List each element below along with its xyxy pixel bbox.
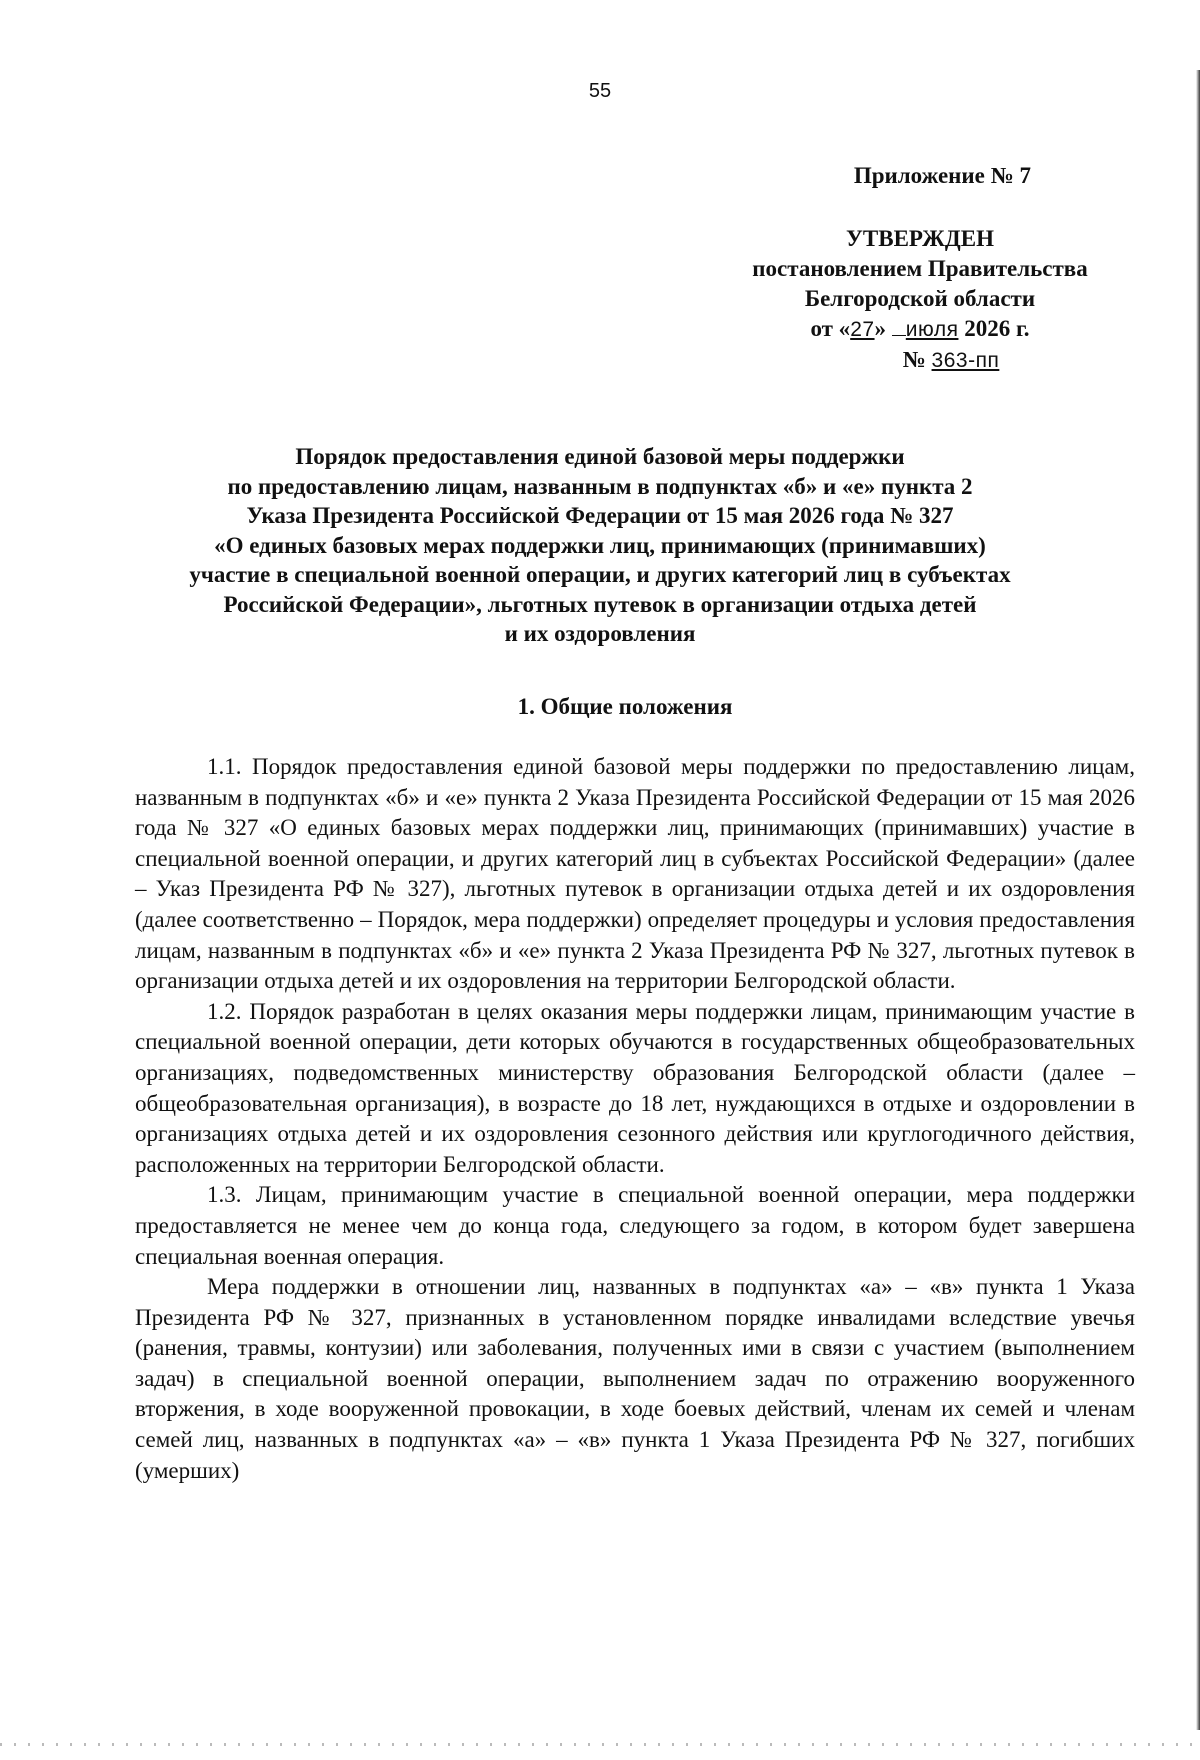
paragraph-1-3: 1.3. Лицам, принимающим участие в специальной военной операции, мера поддержки предоставляется не менее чем до конца года, следующего за годом, в котором будет завершена специальная военная операция. [135,1182,1135,1269]
date-prefix: от « [810,316,851,341]
date-month: июля [905,318,959,341]
scan-noise [0,1743,1200,1746]
approval-status: УТВЕРЖДЕН [846,226,994,251]
approval-block [700,224,1140,376]
approval-line-2: Белгородской области [804,286,1036,311]
paragraph-1-2: 1.2. Порядок разработан в целях оказания меры поддержки лицам, принимающим участие в специальной военной операции, дети которых обучаются в государственных общеобразовательных организациях, подведомственных министерству образования Белгородской области (далее – общеобразовательная организация), в возрасте до 18 лет, нуждающихся в отдыхе и оздоровлении в организациях отдыха детей и их оздоровления сезонного действия или круглогодичного действия, расположенных на территории Белгородской области. [135,998,1135,1177]
document-title [140,442,1060,649]
date-year: 2026 г. [958,316,1030,341]
paragraph-1-1: 1.1. Порядок предоставления единой базовой меры поддержки по предоставлению лицам, названным в подпунктах «б» и «е» пункта 2 Указа Президента Российской Федерации от 15 мая 2026 года № 327 «О единых базовых мерах поддержки лиц, принимающих (принимавших) участие в специальной военной операции, и других категорий лиц в субъектах Российской Федерации» (далее – Указ Президента РФ № 327), льготных путевок в организации отдыха детей и их оздоровления (далее соответственно – Порядок, мера поддержки) определяет процедуры и условия предоставления лицам, названным в подпунктах «б» и «е» пункта 2 Указа Президента РФ № 327, льготных путевок в организации отдыха детей и их оздоровления на территории Белгородской области. [135,754,1135,994]
number-value: 363-пп [931,349,1000,372]
title-line: «О единых базовых мерах поддержки лиц, принимающих (принимавших) [214,532,986,558]
date-underline [892,335,906,336]
approval-number [700,345,1140,376]
title-line: Указа Президента Российской Федерации от 15 мая 2026 года № 327 [246,503,954,528]
approval-line-1: постановлением Правительства [752,256,1088,281]
title-line: участие в специальной военной операции, и других категорий лиц в субъектах [189,562,1011,587]
title-line: по предоставлению лицам, названным в подпунктах «б» и «е» пункта 2 [227,473,973,499]
approval-date [700,314,1140,345]
appendix-label: Приложение № 7 [853,163,1031,188]
date-mid: » [874,316,892,341]
page-number: 55 [588,80,612,102]
date-day: 27 [850,318,875,341]
paragraph-continuation: Мера поддержки в отношении лиц, названных в подпунктах «а» – «в» пункта 1 Указа Президента РФ № 327, признанных в установленном порядке инвалидами вследствие увечья (ранения, травмы, контузии) или заболевания, полученных ими в связи с участием (выполнением задач) в специальной военной операции, выполнением задач по отражению вооруженного вторжения, в ходе вооруженной провокации, в ходе боевых действий, членам их семей и членам семей лиц, названных в подпунктах «а» – «в» пункта 1 Указа Президента РФ № 327, погибших (умерших) [135,1274,1135,1483]
title-line: Порядок предоставления единой базовой меры поддержки [295,444,905,469]
title-line: Российской Федерации», льготных путевок в организации отдыха детей [223,591,977,617]
scan-edge-shadow [1196,70,1200,1730]
body-text [135,752,1135,1486]
section-heading: 1. Общие положения [517,694,733,719]
number-prefix: № [902,347,932,372]
title-line: и их оздоровления [504,621,696,646]
